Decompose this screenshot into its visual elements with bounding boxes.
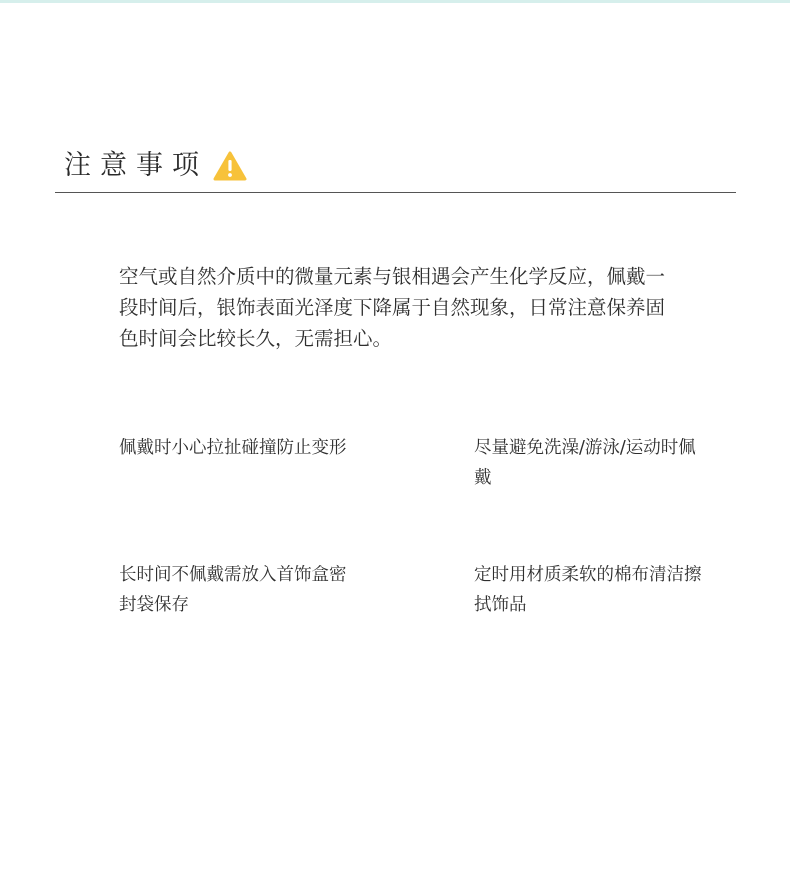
notice-title: 注意事项 xyxy=(64,150,208,181)
tip-cleaning: 定时用材质柔软的棉布清洁擦拭饰品 xyxy=(474,565,702,615)
tip-storage: 长时间不佩戴需放入首饰盒密封袋保存 xyxy=(119,565,347,615)
tip-handle-carefully: 佩戴时小心拉扯碰撞防止变形 xyxy=(119,438,347,458)
heading-divider xyxy=(55,192,736,193)
warning-icon xyxy=(212,150,248,182)
notice-heading xyxy=(64,146,248,186)
tip-avoid-water-sport: 尽量避免洗澡/游泳/运动时佩戴 xyxy=(474,438,696,488)
top-accent-strip xyxy=(0,0,790,3)
notice-intro: 空气或自然介质中的微量元素与银相遇会产生化学反应，佩戴一段时间后，银饰表面光泽度下降属于自然现象，日常注意保养固色时间会比较长久，无需担心。 xyxy=(119,265,666,350)
